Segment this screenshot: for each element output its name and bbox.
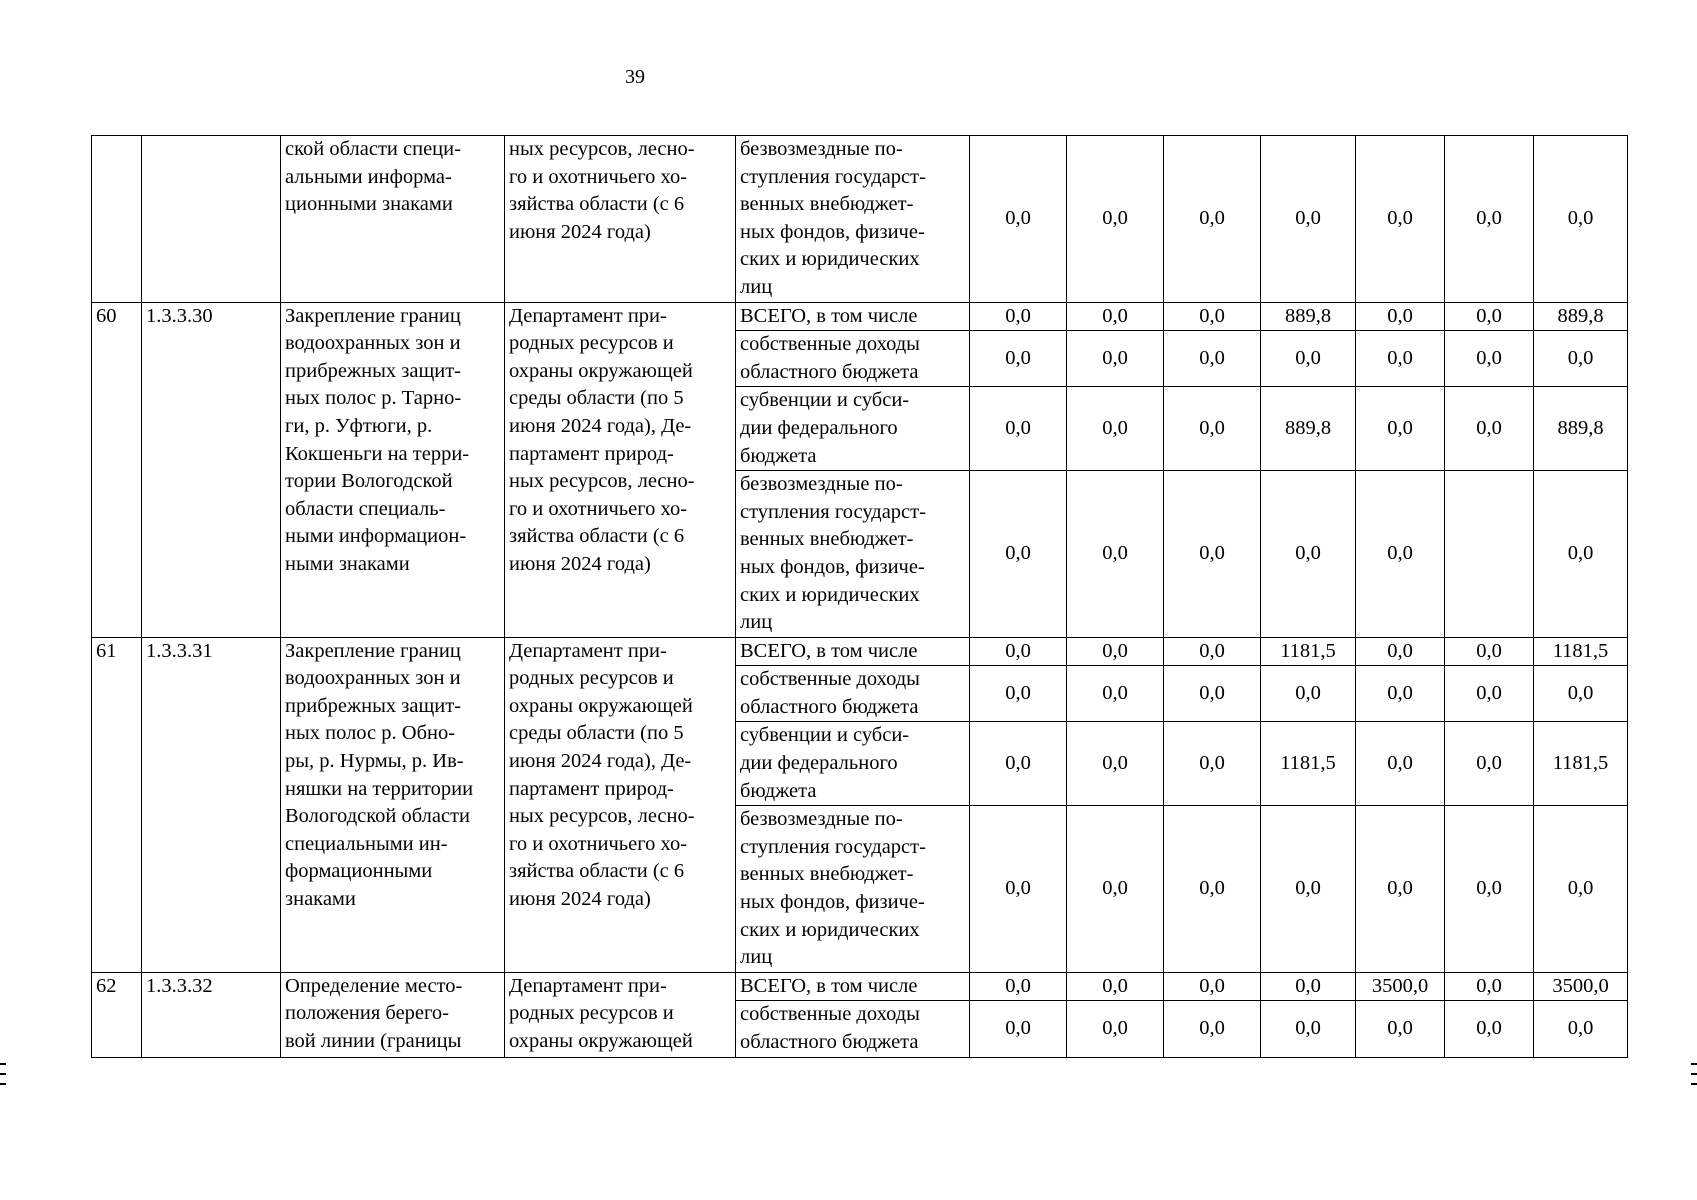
amount-cell: 3500,0 [1356, 972, 1445, 1001]
amount-cell: 0,0 [970, 666, 1067, 722]
amount-cell: 0,0 [1445, 972, 1534, 1001]
amount-cell: 0,0 [1261, 972, 1356, 1001]
amount-cell: 0,0 [1534, 471, 1628, 638]
scan-edge-mark [1691, 1063, 1697, 1065]
measure-name-cell: ской области специ- альными информа- ционными знаками [281, 136, 505, 303]
table-row [92, 972, 1628, 1001]
amount-cell: 0,0 [1067, 806, 1164, 973]
amount-cell: 0,0 [1164, 972, 1261, 1001]
funding-source-cell: собственные доходы областного бюджета [736, 1001, 970, 1057]
amount-cell: 889,8 [1534, 302, 1628, 331]
amount-cell: 1181,5 [1261, 637, 1356, 666]
row-number-cell [92, 136, 142, 303]
funding-source-cell: безвозмездные по- ступления государст- венных внебюджет- ных фондов, физиче- ских и юридических лиц [736, 136, 970, 303]
measure-name-cell: Закрепление границ водоохранных зон и прибрежных защит- ных полос р. Обно- ры, р. Нурмы, р. Ив- няшки на территории Вологодской области специальными ин- формационными знаками [281, 637, 505, 972]
amount-cell: 0,0 [1356, 302, 1445, 331]
funding-source-cell: субвенции и субси- дии федерального бюджета [736, 722, 970, 806]
executor-cell: ных ресурсов, лесно- го и охотничьего хо- зяйства области (с 6 июня 2024 года) [505, 136, 736, 303]
amount-cell: 0,0 [1356, 666, 1445, 722]
scan-edge-mark [1691, 1073, 1697, 1075]
amount-cell: 0,0 [970, 806, 1067, 973]
table-row [92, 136, 1628, 303]
amount-cell: 0,0 [1356, 806, 1445, 973]
amount-cell: 0,0 [1356, 331, 1445, 387]
amount-cell: 0,0 [1261, 331, 1356, 387]
amount-cell: 0,0 [1164, 806, 1261, 973]
amount-cell: 0,0 [1445, 302, 1534, 331]
funding-source-cell: ВСЕГО, в том числе [736, 302, 970, 331]
amount-cell: 0,0 [1445, 1001, 1534, 1057]
amount-cell: 0,0 [1445, 666, 1534, 722]
amount-cell [1445, 471, 1534, 638]
amount-cell: 0,0 [970, 722, 1067, 806]
amount-cell: 0,0 [1356, 637, 1445, 666]
measure-code-cell: 1.3.3.32 [142, 972, 281, 1057]
amount-cell: 0,0 [1164, 722, 1261, 806]
amount-cell: 0,0 [1261, 471, 1356, 638]
funding-source-cell: собственные доходы областного бюджета [736, 331, 970, 387]
amount-cell: 0,0 [1534, 136, 1628, 303]
amount-cell: 0,0 [970, 387, 1067, 471]
funding-source-cell: ВСЕГО, в том числе [736, 637, 970, 666]
amount-cell: 0,0 [1261, 806, 1356, 973]
amount-cell: 1181,5 [1534, 722, 1628, 806]
measure-name-cell: Определение место- положения берего- вой линии (границы [281, 972, 505, 1057]
amount-cell: 0,0 [1445, 331, 1534, 387]
amount-cell: 0,0 [970, 471, 1067, 638]
amount-cell: 0,0 [1261, 666, 1356, 722]
amount-cell: 0,0 [1067, 471, 1164, 638]
measure-name-cell: Закрепление границ водоохранных зон и прибрежных защит- ных полос р. Тарно- ги, р. Уфтюги, р. Кокшеньги на терри- тории Вологодской области специаль- ными информацион- ными знаками [281, 302, 505, 637]
funding-source-cell: субвенции и субси- дии федерального бюджета [736, 387, 970, 471]
amount-cell: 0,0 [1067, 331, 1164, 387]
amount-cell: 1181,5 [1261, 722, 1356, 806]
amount-cell: 0,0 [1164, 637, 1261, 666]
amount-cell: 889,8 [1261, 387, 1356, 471]
amount-cell: 0,0 [1356, 471, 1445, 638]
amount-cell: 0,0 [1534, 331, 1628, 387]
row-number-cell: 62 [92, 972, 142, 1057]
measure-code-cell: 1.3.3.30 [142, 302, 281, 637]
funding-source-cell: собственные доходы областного бюджета [736, 666, 970, 722]
executor-cell: Департамент при- родных ресурсов и охраны окружающей [505, 972, 736, 1057]
scan-edge-mark [0, 1083, 6, 1085]
amount-cell: 889,8 [1534, 387, 1628, 471]
scan-edge-mark [1691, 1083, 1697, 1085]
amount-cell: 0,0 [1445, 637, 1534, 666]
amount-cell: 0,0 [1067, 666, 1164, 722]
amount-cell: 0,0 [1164, 1001, 1261, 1057]
scan-edge-mark [0, 1063, 6, 1065]
amount-cell: 0,0 [1164, 387, 1261, 471]
amount-cell: 0,0 [970, 1001, 1067, 1057]
amount-cell: 0,0 [1067, 637, 1164, 666]
budget-table [91, 135, 1628, 1058]
amount-cell: 0,0 [970, 972, 1067, 1001]
amount-cell: 0,0 [1164, 136, 1261, 303]
funding-source-cell: ВСЕГО, в том числе [736, 972, 970, 1001]
row-number-cell: 60 [92, 302, 142, 637]
amount-cell: 0,0 [1534, 806, 1628, 973]
amount-cell: 0,0 [1067, 972, 1164, 1001]
funding-source-cell: безвозмездные по- ступления государст- венных внебюджет- ных фондов, физиче- ских и юридических лиц [736, 806, 970, 973]
amount-cell: 0,0 [1445, 806, 1534, 973]
amount-cell: 0,0 [1356, 1001, 1445, 1057]
executor-cell: Департамент при- родных ресурсов и охраны окружающей среды области (по 5 июня 2024 года), Де- партамент природ- ных ресурсов, лесно- го и охотничьего хо- зяйства области (с 6 июня 2024 года) [505, 637, 736, 972]
amount-cell: 0,0 [970, 302, 1067, 331]
amount-cell: 0,0 [1445, 722, 1534, 806]
amount-cell: 0,0 [1356, 136, 1445, 303]
amount-cell: 0,0 [1067, 387, 1164, 471]
amount-cell: 0,0 [1534, 666, 1628, 722]
executor-cell: Департамент при- родных ресурсов и охраны окружающей среды области (по 5 июня 2024 года), Де- партамент природ- ных ресурсов, лесно- го и охотничьего хо- зяйства области (с 6 июня 2024 года) [505, 302, 736, 637]
amount-cell: 0,0 [1067, 1001, 1164, 1057]
amount-cell: 889,8 [1261, 302, 1356, 331]
funding-source-cell: безвозмездные по- ступления государст- венных внебюджет- ных фондов, физиче- ских и юридических лиц [736, 471, 970, 638]
amount-cell: 0,0 [1164, 666, 1261, 722]
amount-cell: 0,0 [970, 637, 1067, 666]
amount-cell: 0,0 [1356, 722, 1445, 806]
scan-edge-mark [0, 1073, 6, 1075]
amount-cell: 1181,5 [1534, 637, 1628, 666]
amount-cell: 0,0 [1445, 136, 1534, 303]
row-number-cell: 61 [92, 637, 142, 972]
amount-cell: 3500,0 [1534, 972, 1628, 1001]
amount-cell: 0,0 [1164, 302, 1261, 331]
measure-code-cell [142, 136, 281, 303]
amount-cell: 0,0 [970, 331, 1067, 387]
amount-cell: 0,0 [1261, 1001, 1356, 1057]
table-row [92, 637, 1628, 666]
amount-cell: 0,0 [1445, 387, 1534, 471]
amount-cell: 0,0 [1534, 1001, 1628, 1057]
amount-cell: 0,0 [1164, 331, 1261, 387]
page-number: 39 [625, 66, 645, 88]
amount-cell: 0,0 [1261, 136, 1356, 303]
table-row [92, 302, 1628, 331]
amount-cell: 0,0 [1067, 136, 1164, 303]
measure-code-cell: 1.3.3.31 [142, 637, 281, 972]
amount-cell: 0,0 [1067, 302, 1164, 331]
amount-cell: 0,0 [1067, 722, 1164, 806]
amount-cell: 0,0 [1356, 387, 1445, 471]
amount-cell: 0,0 [1164, 471, 1261, 638]
amount-cell: 0,0 [970, 136, 1067, 303]
